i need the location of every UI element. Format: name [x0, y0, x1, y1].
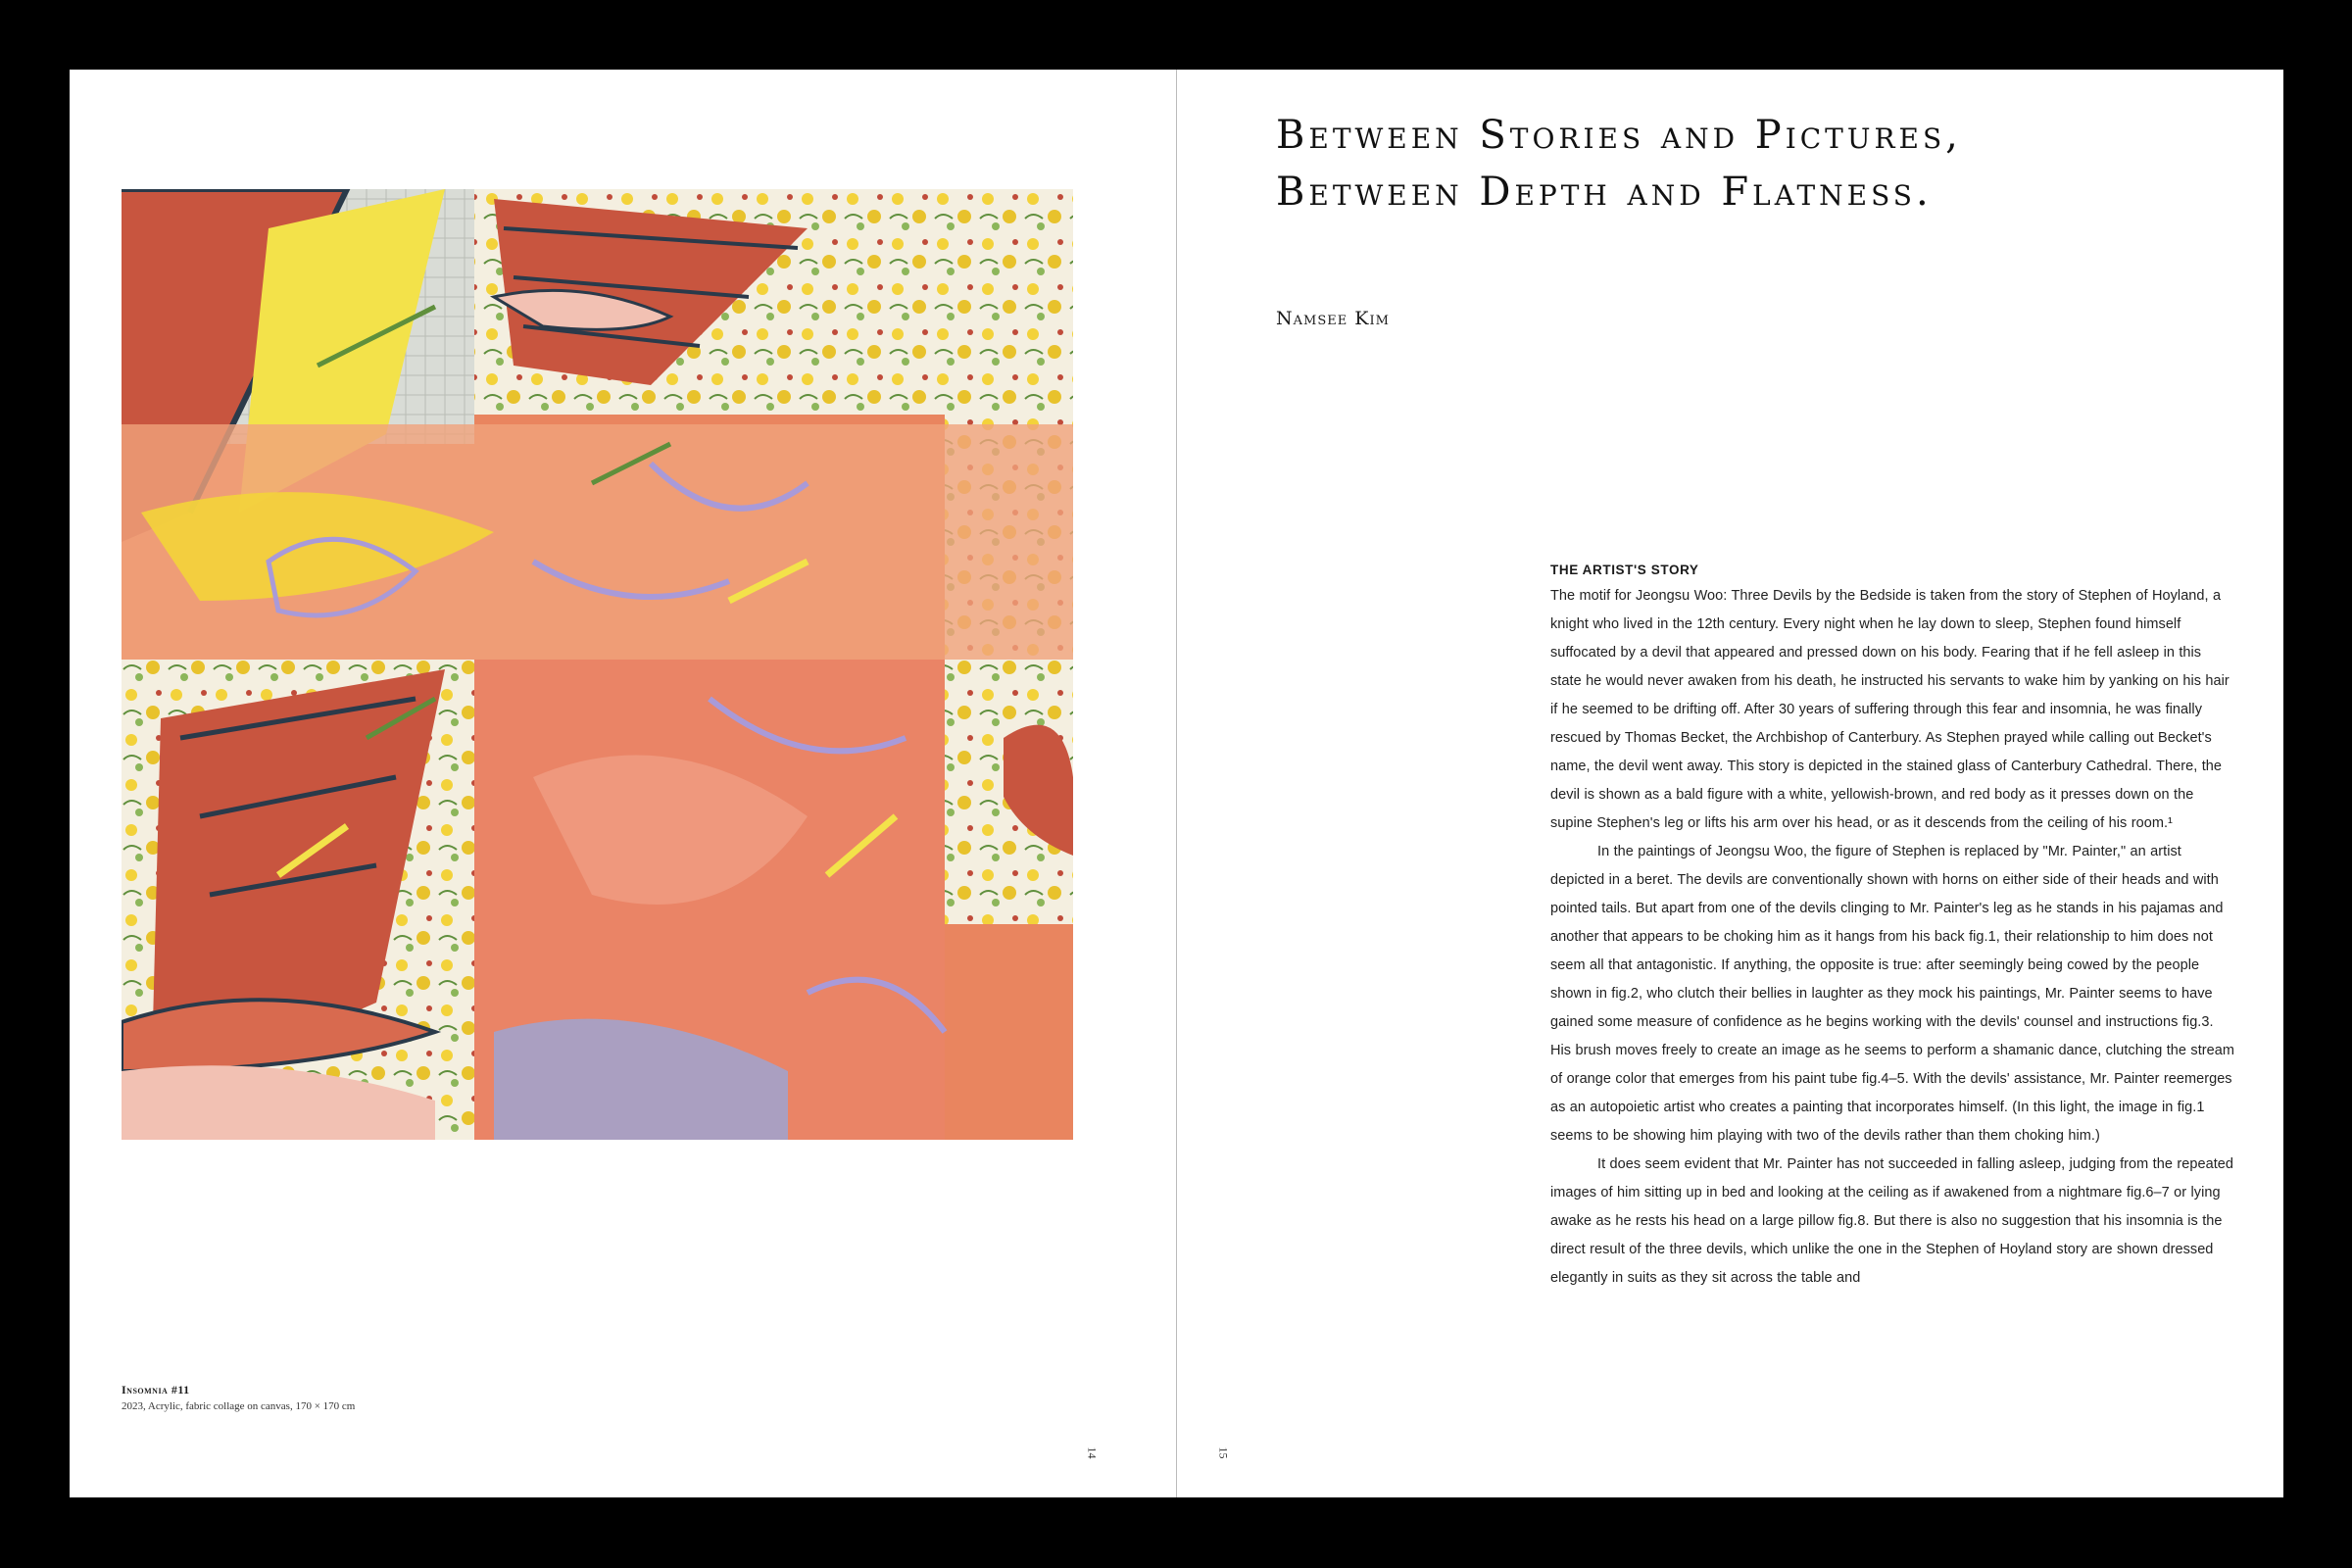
article-body: [1550, 559, 2236, 1293]
author-name: Namsee Kim: [1276, 308, 1390, 329]
artwork-caption: [122, 1383, 355, 1412]
section-heading: THE ARTIST'S STORY: [1550, 563, 1699, 577]
body-paragraph: The motif for Jeongsu Woo: Three Devils by the Bedside is taken from the story of Stephen of Hoyland, a knight who lived in the 12th century. Every night when he lay down to sleep, Stephen found himself suffocated by a devil that appeared and pressed down on his body. Fearing that if he fell asleep in this state he would never awaken from his death, he instructed his servants to wake him by yanking on his hair if he seemed to be drifting off. After 30 years of suffering through this fear and insomnia, he was finally rescued by Thomas Becket, the Archbishop of Canterbury. As Stephen prayed while calling out Becket's name, the devil went away. This story is depicted in the stained glass of Canterbury Cathedral. There, the devil is shown as a bald figure with a white, yellowish-brown, and red body as it presses down on the supine Stephen's leg or lifts his arm over his head, or as it descends from the ceiling of his room.¹: [1550, 588, 2230, 831]
page-number-right: 15: [1216, 1446, 1231, 1459]
right-page: [1177, 70, 2283, 1497]
caption-title: Insomnia #11: [122, 1383, 190, 1396]
body-paragraph: It does seem evident that Mr. Painter has not succeeded in falling asleep, judging from the repeated images of him sitting up in bed and looking at the ceiling as if awakened from a nightmare fig.6–7 or lying awake as he rests his head on a large pillow fig.8. But there is also no suggestion that his insomnia is the direct result of the three devils, which unlike the one in the Stephen of Hoyland story are shown dressed elegantly in suits as they sit across the table and: [1550, 1156, 2233, 1286]
article-title-line-2: Between Depth and Flatness.: [1276, 170, 1933, 215]
page-number-left: 14: [1085, 1446, 1100, 1459]
article-title-line-1: Between Stories and Pictures,: [1276, 113, 1962, 158]
painting-graphic: [122, 189, 1073, 1140]
article-title: [1276, 107, 1962, 220]
body-paragraph: In the paintings of Jeongsu Woo, the figure of Stephen is replaced by "Mr. Painter," an artist depicted in a beret. The devils are conventionally shown with horns on either side of their heads and with pointed tails. But apart from one of the devils clinging to Mr. Painter's leg as he stands in his pajamas and another that appears to be choking him as it hangs from his back fig.1, their relationship to him does not seem all that antagonistic. If anything, the opposite is true: after seemingly being cowed by the people shown in fig.2, who clutch their bellies in laughter as they mock his paintings, Mr. Painter seems to have gained some measure of confidence as he begins working with the devils' counsel and instructions fig.3. His brush moves freely to create an image as he seems to perform a shamanic dance, clutching the stream of orange color that emerges from his paint tube fig.4–5. With the devils' assistance, Mr. Painter reemerges as an autopoietic artist who creates a painting that incorporates himself. (In this light, the image in fig.1 seems to be showing him playing with two of the devils rather than them choking him.): [1550, 844, 2235, 1144]
left-page: [70, 70, 1176, 1497]
painting-image: [122, 189, 1073, 1140]
caption-details: 2023, Acrylic, fabric collage on canvas, 170 × 170 cm: [122, 1400, 356, 1412]
